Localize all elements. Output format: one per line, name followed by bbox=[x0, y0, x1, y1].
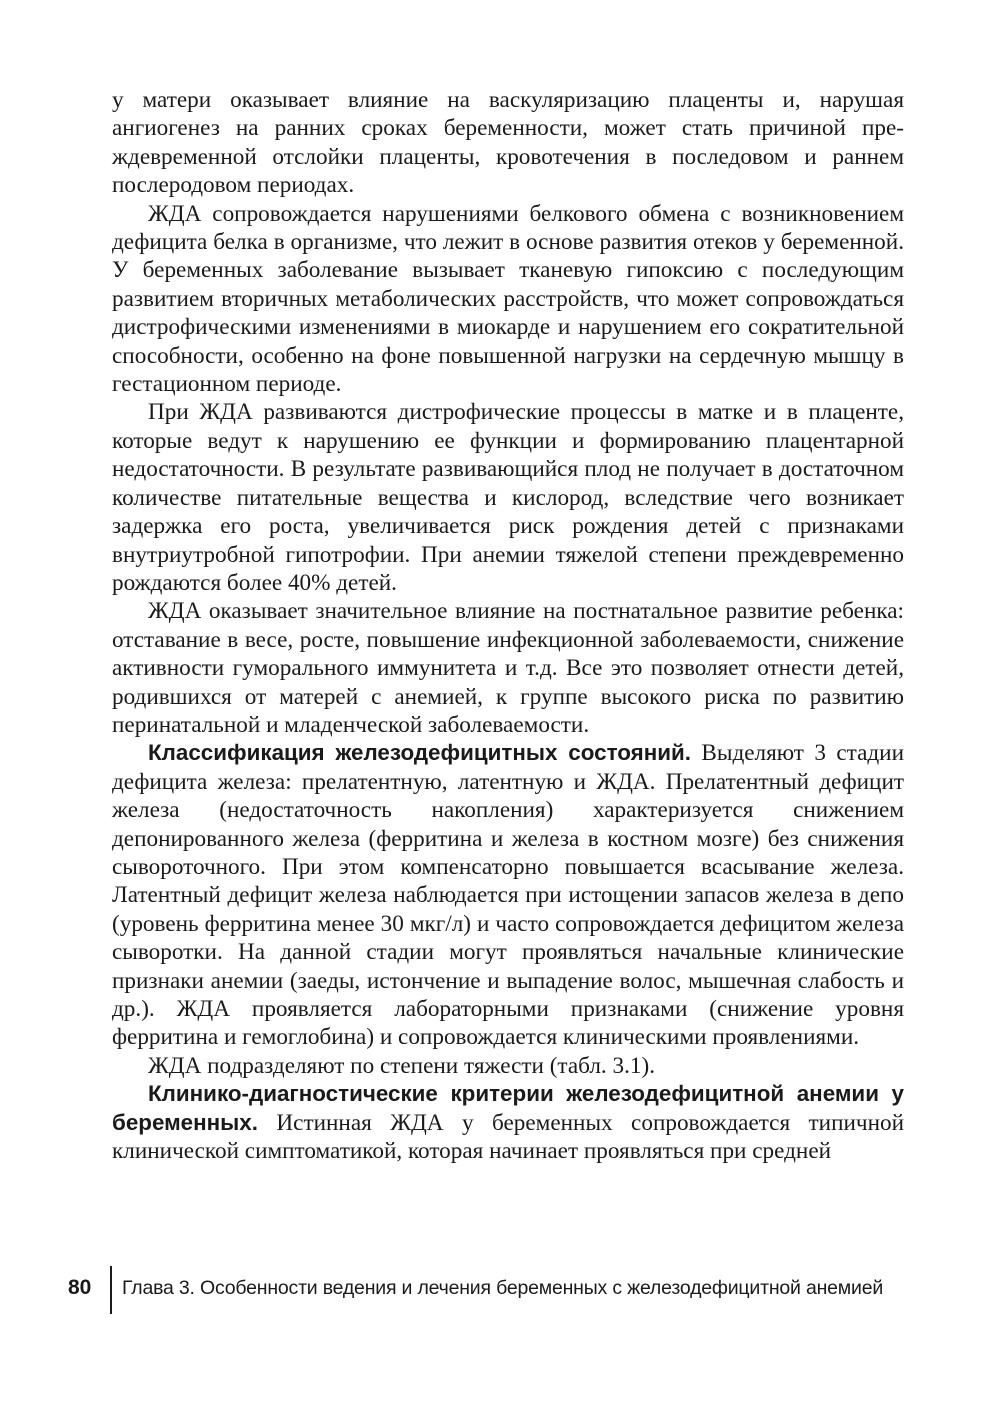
paragraph-3-text: При ЖДА развиваются дистрофические процессы в матке и в плаценте, которые ведут к нарушению ее функции и формированию плацентарной недостаточности. В результате развивающийся плод не получает в достаточном количестве питательные вещества и кислород, вследствие чего возникает задержка его роста, увеличивается риск рождения детей с признаками внутриутробной гипотрофии. При анемии тяжелой степени преждевременно рождаются более 40% детей. bbox=[112, 399, 904, 596]
criteria-text: Истинная ЖДА у беременных сопровождается типичной клинической симптоматикой, которая начинает проявляться при средней bbox=[112, 1109, 904, 1165]
paragraph-classification bbox=[112, 739, 904, 1051]
paragraph-1-text: у матери оказывает влияние на васкуляризацию плаценты и, нарушая ангиогенез на ранних сроках беременности, может стать причиной преждевременной отслойки плаценты, кровотечения в последовом и раннем послеродовом периодах. bbox=[112, 87, 904, 199]
paragraph-4 bbox=[112, 597, 904, 739]
classification-text: Выделяют 3 стадии дефицита железа: прелатентную, латентную и ЖДА. Прелатентный дефицит железа (недостаточность накопления) характеризуется снижением депонированного железа (ферритина и железа в костном мозге) без снижения сывороточного. При этом компенсаторно повышается всасывание железа. Латентный дефицит железа наблюдается при истощении запасов железа в депо (уровень ферритина менее 30 мкг/л) и часто сопровождается дефицитом железа сыворотки. На данной стадии могут проявляться начальные клинические признаки анемии (заеды, истончение и выпадение волос, мышечная слабость и др.). ЖДА проявляется лабораторными признаками (снижение уровня ферритина и гемоглобина) и сопровождается клиническими проявлениями. bbox=[112, 740, 904, 1051]
paragraph-4-text: ЖДА оказывает значительное влияние на постнатальное развитие ребенка: отставание в весе, росте, повышение инфекционной заболеваемости, снижение активности гуморального иммунитета и т.д. Все это позволяет отнести детей, родившихся от матерей с анемией, к группе высокого риска по развитию перинатальной и младенческой заболеваемости. bbox=[112, 598, 904, 738]
paragraph-2-text: ЖДА сопровождается нарушениями белкового обмена с возникновением дефицита белка в организме, что лежит в основе развития отеков у беременной. У беременных заболевание вызывает тканевую гипоксию с последующим развитием вторичных метаболических расстройств, что может сопровождаться дистрофическими изменениями в миокарде и нарушением его сократительной способности, особенно на фоне повышенной нагрузки на сердечную мышцу в гестационном периоде. bbox=[112, 200, 904, 398]
paragraph-1 bbox=[112, 86, 904, 200]
running-title: Глава 3. Особенности ведения и лечения беременных с железодефицитной анемией bbox=[122, 1277, 884, 1299]
classification-heading: Классификация железодефицитных состояний. bbox=[148, 740, 691, 766]
page-footer bbox=[60, 1266, 940, 1314]
footer-divider bbox=[110, 1266, 112, 1314]
paragraph-severity bbox=[112, 1052, 904, 1080]
paragraph-2 bbox=[112, 200, 904, 399]
page-body bbox=[112, 86, 904, 1165]
paragraph-criteria bbox=[112, 1080, 904, 1165]
criteria-heading: Клинико-диагностические критерии железодефицитной анемии у беременных. bbox=[112, 1081, 904, 1135]
severity-text: ЖДА подразделяют по степени тяжести (табл. 3.1). bbox=[148, 1052, 656, 1079]
paragraph-3 bbox=[112, 398, 904, 597]
page-number: 80 bbox=[68, 1276, 92, 1299]
